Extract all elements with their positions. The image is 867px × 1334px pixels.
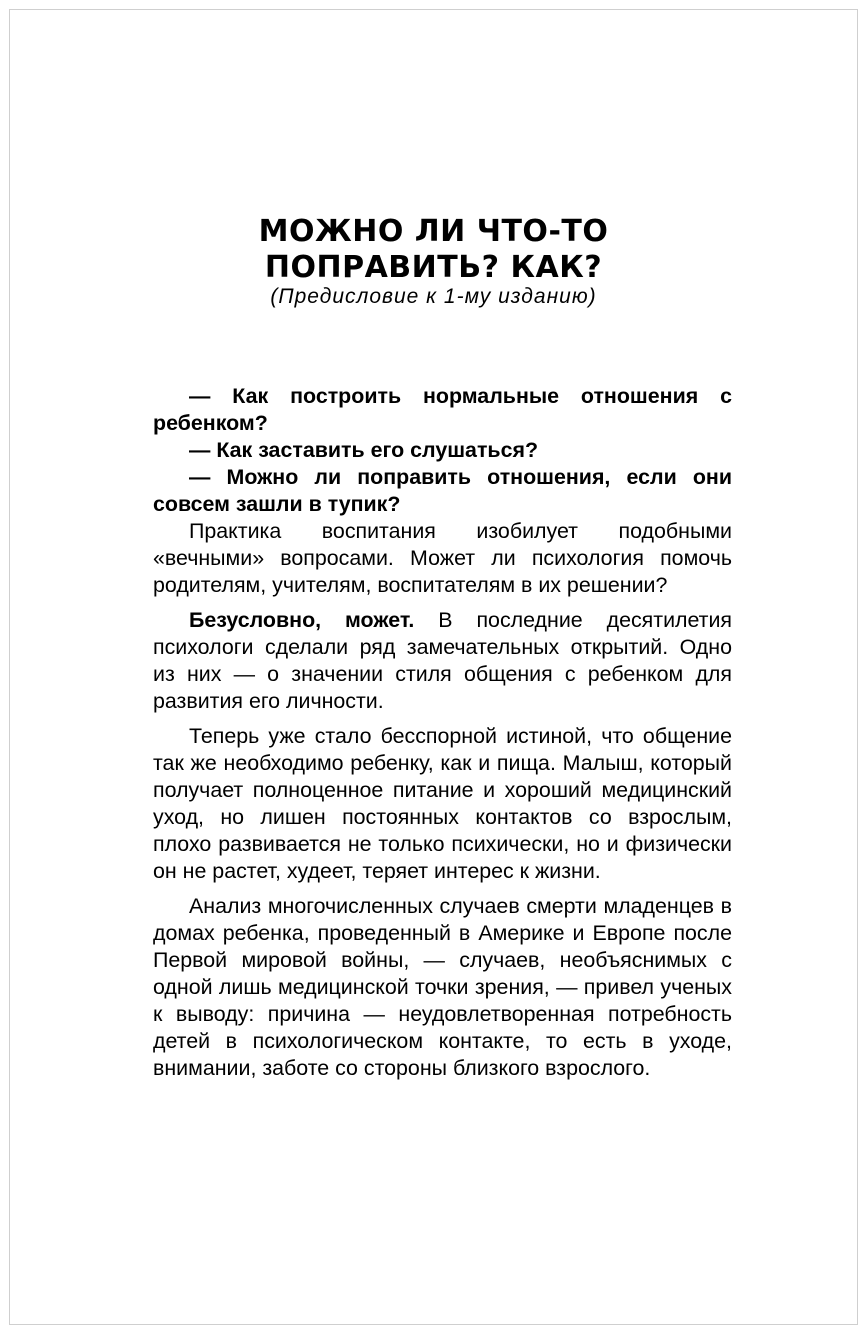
chapter-title [0,214,867,286]
paragraph-2 [153,607,732,715]
question-3: — Можно ли поправить отношения, если они совсем зашли в тупик? [153,465,732,516]
question-2: — Как заставить его слушаться? [189,438,539,462]
paragraph-3: Теперь уже стало бесспорной истиной, что общение так же необходимо ребенку, как и пища. Малыш, который получает полноценное питание и хороший медицинский уход, но лишен постоянных контактов со взрослым, плохо развивается не только психически, но и физически он не растет, худеет, теряет интерес к жизни. [153,724,732,883]
body-text [153,383,732,1082]
chapter-subtitle: (Предисловие к 1-му изданию) [270,285,597,308]
question-1: — Как построить нормальные отношения с ребенком? [153,384,732,435]
chapter-title-line-2: ПОПРАВИТЬ? КАК? [264,250,603,285]
paragraph-2-bold-lead: Безусловно, может. [189,608,415,632]
paragraph-1: Практика воспитания изобилует подобными «вечными» вопросами. Может ли психология помочь родителям, учителям, воспитателям в их решении? [153,519,732,597]
paragraph-4: Анализ многочисленных случаев смерти младенцев в домах ребенка, проведенный в Америке и Европе после Первой мировой войны, — случаев, необъяснимых с одной лишь медицинской точки зрения, — привел ученых к выводу: причина — неудовлетворенная потребность детей в психологическом контакте, то есть в уходе, внимании, заботе со стороны близкого взрослого. [153,894,732,1080]
chapter-title-line-1: МОЖНО ЛИ ЧТО-ТО [258,214,609,249]
paragraph-2-text: В последние десятилетия психологи сделали ряд замечательных открытий. Одно из них — о значении стиля общения с ребенком для развития его личности. [153,608,733,713]
